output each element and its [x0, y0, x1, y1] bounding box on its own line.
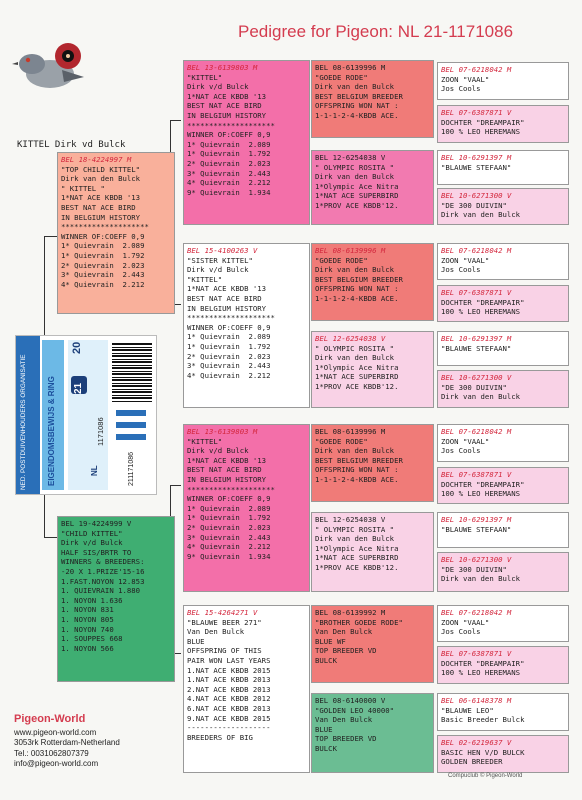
pigeon-detail-line: 1.FAST.NOYON 12.853: [61, 576, 145, 586]
pigeon-detail-line: 4* Quievrain 2.212: [187, 370, 271, 380]
pigeon-detail-line: 2* Quievrain 2.023: [187, 351, 271, 361]
pigeon-detail-line: "TOP CHILD KITTEL": [61, 164, 141, 174]
pigeon-card-gen4: [437, 285, 569, 322]
pigeon-detail-line: "DE 300 DUIVIN": [441, 564, 507, 574]
pigeon-detail-line: BEST BELGIUM BREEDER: [315, 455, 403, 465]
pigeon-detail-line: 1. NOYON 805: [61, 614, 114, 624]
pigeon-detail-line: Dirk van den Bulck: [315, 534, 395, 544]
ring-number: BEL 19-4224999 V: [61, 519, 132, 528]
pigeon-card-gen4: [437, 243, 569, 280]
pigeon-card-sire: [57, 152, 175, 314]
pigeon-details: [187, 73, 306, 198]
pigeon-detail-line: " OLYMPIC ROSITA ": [315, 162, 395, 172]
pigeon-card-dam-dam: [183, 605, 310, 773]
pigeon-details: [61, 165, 171, 290]
ring-number: BEL 10-6271300 V: [441, 555, 512, 564]
pigeon-card-gen4: [437, 646, 569, 684]
pigeon-detail-line: IN BELGIUM HISTORY: [187, 303, 267, 313]
footer-website[interactable]: www.pigeon-world.com: [14, 727, 97, 737]
pigeon-detail-line: BEST NAT ACE BIRD: [187, 293, 262, 303]
pigeon-detail-line: BEST BELGIUM BREEDER: [315, 274, 403, 284]
pigeon-details: [441, 118, 565, 137]
pigeon-detail-line: BREEDERS OF BIG: [187, 732, 253, 742]
pigeon-card-gen4: [437, 62, 569, 100]
pigeon-detail-line: 100 % LEO HEREMANS: [441, 127, 521, 137]
pigeon-details: [441, 480, 565, 499]
pigeon-detail-line: TOP BREEDER VD: [315, 734, 377, 744]
pigeon-detail-line: "BLAUWE LEO": [441, 705, 494, 715]
pigeon-detail-line: HALF SIS/BRTR TO: [61, 547, 132, 557]
pigeon-detail-line: "GOEDE RODE": [315, 72, 368, 82]
ring-number: BEL 07-6387871 V: [441, 288, 512, 297]
pigeon-details: [441, 163, 565, 173]
pigeon-details: [441, 298, 565, 317]
pigeon-detail-line: 9* Quievrain 1.934: [187, 187, 271, 197]
pigeon-detail-line: 1-1-1-2-4-KBDB ACE.: [315, 474, 399, 484]
pigeon-detail-line: TOP BREEDER VD: [315, 646, 377, 656]
pigeon-detail-line: 1*NAT ACE SUPERBIRD: [315, 372, 399, 382]
owner-line: KITTEL Dirk vd Bulck: [17, 140, 126, 150]
pigeon-detail-line: 1* Quievrain 1.792: [187, 513, 271, 523]
pigeon-card-gen4: [437, 370, 569, 408]
ring-certificate-card: [15, 335, 157, 495]
ring-number: BEL 08-6139996 M: [315, 63, 386, 72]
pigeon-detail-line: 1* Quievrain 1.792: [61, 250, 145, 260]
pigeon-detail-line: 1. NOYON 740: [61, 624, 114, 634]
pigeon-detail-line: 1*NAT ACE KBDB '13: [187, 284, 267, 294]
pigeon-detail-line: Dirk van den Bulck: [61, 174, 141, 184]
pigeon-detail-line: Dirk van den Bulck: [441, 392, 521, 402]
pigeon-details: [441, 618, 565, 637]
pigeon-detail-line: Dirk v/d Bulck: [187, 82, 249, 92]
pigeon-details: [441, 201, 565, 220]
pigeon-detail-line: WINNER OF:COEFF 0,9: [187, 494, 271, 504]
pigeon-card-sire-sire: [183, 60, 310, 225]
pigeon-details: [315, 618, 430, 666]
pigeon-detail-line: 4* Quievrain 2.212: [187, 542, 271, 552]
pigeon-detail-line: DOCHTER "DREAMPAIR": [441, 658, 525, 668]
footer-address: 3053rk Rotterdam-Netherland: [14, 738, 120, 747]
ring-number: BEL 18-4224997 M: [61, 155, 132, 164]
pigeon-detail-line: BEST NAT ACE BIRD: [187, 465, 262, 475]
pigeon-detail-line: "KITTEL": [187, 436, 223, 446]
pigeon-detail-line: BULCK: [315, 655, 337, 665]
pigeon-detail-line: OFFSPRING WON NAT :: [315, 101, 399, 111]
pigeon-details: [315, 163, 430, 211]
pigeon-detail-line: Dirk van den Bulck: [441, 574, 521, 584]
pigeon-detail-line: OFFSPRING OF THIS: [187, 646, 262, 656]
pigeon-detail-line: 1* Quievrain 2.089: [187, 503, 271, 513]
pigeon-detail-line: DOCHTER "DREAMPAIR": [441, 479, 525, 489]
pigeon-detail-line: WINNERS & BREEDERS:: [61, 557, 145, 567]
pigeon-detail-line: BLUE WF: [315, 636, 346, 646]
pigeon-detail-line: 1* Quievrain 2.089: [61, 241, 145, 251]
pigeon-card-sire-dam: [183, 243, 310, 408]
pigeon-detail-line: BEST NAT ACE BIRD: [61, 202, 136, 212]
pigeon-card-gen3: [311, 424, 434, 502]
pigeon-details: [315, 344, 430, 392]
pigeon-card-gen4: [437, 605, 569, 642]
pigeon-detail-line: 3* Quievrain 2.443: [187, 168, 271, 178]
ring-number: BEL 13-6139803 M: [187, 63, 258, 72]
pigeon-detail-line: 100 % LEO HEREMANS: [441, 307, 521, 317]
ring-number: BEL 10-6291397 M: [441, 334, 512, 343]
pigeon-detail-line: 1.NAT ACE KBDB 2013: [187, 675, 271, 685]
pigeon-detail-line: "CHILD KITTEL": [61, 528, 123, 538]
pigeon-detail-line: "BLAUWE STEFAAN": [441, 343, 512, 353]
pigeon-detail-line: 1. QUIEVRAIN 1.880: [61, 586, 141, 596]
pigeon-detail-line: IN BELGIUM HISTORY: [187, 110, 267, 120]
pigeon-detail-line: " OLYMPIC ROSITA ": [315, 343, 395, 353]
pigeon-detail-line: OFFSPRING WON NAT :: [315, 465, 399, 475]
footer-brand: Pigeon-World: [14, 713, 86, 725]
pigeon-detail-line: 3* Quievrain 2.443: [187, 361, 271, 371]
pigeon-details: [441, 748, 565, 767]
ring-number: BEL 02-6219637 V: [441, 738, 512, 747]
pigeon-detail-line: OFFSPRING WON NAT :: [315, 284, 399, 294]
pigeon-detail-line: WINNER OF:COEFF 0,9: [187, 322, 271, 332]
ring-year-right: 21: [73, 382, 84, 394]
pigeon-detail-line: Jos Cools: [441, 265, 481, 275]
ring-number: BEL 13-6139803 M: [187, 427, 258, 436]
pigeon-card-gen4: [437, 150, 569, 185]
pigeon-details: [441, 75, 565, 94]
pigeon-detail-line: DOCHTER "DREAMPAIR": [441, 117, 525, 127]
pigeon-detail-line: Dirk van den Bulck: [315, 446, 395, 456]
pigeon-detail-line: 1* Quievrain 1.792: [187, 341, 271, 351]
pigeon-detail-line: GOLDEN BREEDER: [441, 757, 503, 767]
pigeon-details: [441, 256, 565, 275]
pigeon-details: [187, 618, 306, 743]
ring-number: BEL 15-4100263 V: [187, 246, 258, 255]
pigeon-detail-line: 1. NOYON 1.636: [61, 595, 123, 605]
pigeon-details: [315, 437, 430, 485]
pigeon-card-gen4: [437, 188, 569, 225]
pigeon-detail-line: Jos Cools: [441, 627, 481, 637]
pigeon-card-gen4: [437, 693, 569, 731]
pigeon-detail-line: 1*NAT ACE SUPERBIRD: [315, 553, 399, 563]
pigeon-detail-line: 1. NOYON 566: [61, 643, 114, 653]
pigeon-card-dam-sire: [183, 424, 310, 592]
separator-line: -------------------: [187, 723, 271, 733]
pigeon-details: [441, 706, 565, 725]
pigeon-detail-line: Jos Cools: [441, 84, 481, 94]
pigeon-card-gen3: [311, 243, 434, 321]
separator-line: ********************: [187, 120, 275, 130]
pigeon-detail-line: Dirk van den Bulck: [441, 210, 521, 220]
ring-number: BEL 12-6254038 V: [315, 153, 386, 162]
ring-number: BEL 08-6139996 M: [315, 427, 386, 436]
pigeon-detail-line: "BLAUWE STEFAAN": [441, 162, 512, 172]
pigeon-detail-line: 2* Quievrain 2.023: [187, 158, 271, 168]
pigeon-detail-line: 4.NAT ACE KBDB 2012: [187, 694, 271, 704]
pigeon-detail-line: 2* Quievrain 2.023: [187, 522, 271, 532]
pigeon-detail-line: "GOLDEN LEO 40000": [315, 705, 395, 715]
footer-phone: Tel.: 0031062807379: [14, 748, 89, 758]
pigeon-detail-line: Van Den Bulck: [187, 627, 245, 637]
pigeon-detail-line: 1. NOYON 831: [61, 605, 114, 615]
pigeon-detail-line: Van Den Bulck: [315, 627, 373, 637]
pigeon-card-gen3: [311, 512, 434, 592]
ring-number: BEL 07-6218042 M: [441, 427, 512, 436]
ring-number: BEL 08-6139992 M: [315, 608, 386, 617]
ring-barcode-number: 211171086: [128, 452, 135, 486]
pigeon-detail-line: 1*Olympic Ace Nitra: [315, 543, 399, 553]
ring-number: BEL 10-6291397 M: [441, 153, 512, 162]
pigeon-card-gen3: [311, 605, 434, 683]
pigeon-detail-line: 4* Quievrain 2.212: [187, 178, 271, 188]
pigeon-detail-line: BULCK: [315, 743, 337, 753]
pigeon-detail-line: "SISTER KITTEL": [187, 255, 253, 265]
separator-line: ********************: [187, 313, 275, 323]
ring-number: BEL 07-6218042 M: [441, 65, 512, 74]
pigeon-details: [61, 529, 171, 654]
ring-year-left: 20: [71, 341, 83, 354]
pigeon-detail-line: "DE 300 DUIVIN": [441, 200, 507, 210]
pigeon-detail-line: 1-1-1-2-4-KBDB ACE.: [315, 110, 399, 120]
pigeon-detail-line: 1*NAT ACE SUPERBIRD: [315, 191, 399, 201]
pigeon-detail-line: -20 X 1.PRIZE'15-16: [61, 566, 145, 576]
pigeon-detail-line: 1.NAT ACE KBDB 2015: [187, 665, 271, 675]
pigeon-detail-line: 1* Quievrain 1.792: [187, 149, 271, 159]
pigeon-detail-line: 100 % LEO HEREMANS: [441, 489, 521, 499]
separator-line: ********************: [187, 484, 275, 494]
pigeon-card-gen4: [437, 424, 569, 462]
pigeon-detail-line: WINNER OF:COEFF 0,9: [187, 130, 271, 140]
pigeon-detail-line: "BROTHER GOEDE RODE": [315, 617, 403, 627]
pigeon-detail-line: 9.NAT ACE KBDB 2015: [187, 713, 271, 723]
pigeon-logo: [10, 30, 85, 105]
ring-number: BEL 07-6387871 V: [441, 649, 512, 658]
pigeon-card-gen3: [311, 150, 434, 225]
pigeon-detail-line: 1. SOUPPES 668: [61, 634, 123, 644]
ring-number: BEL 07-6218042 M: [441, 608, 512, 617]
barcode-graphic: [112, 342, 152, 402]
pigeon-detail-line: Dirk van den Bulck: [315, 82, 395, 92]
ring-number: BEL 10-6271300 V: [441, 191, 512, 200]
pigeon-details: [441, 525, 565, 535]
ring-number: BEL 08-6139996 M: [315, 246, 386, 255]
ring-country: NL: [90, 465, 99, 476]
pigeon-details: [187, 256, 306, 381]
pigeon-detail-line: 1*PROV ACE KBDB'12.: [315, 562, 399, 572]
pigeon-detail-line: " KITTEL ": [61, 183, 105, 193]
pigeon-detail-line: IN BELGIUM HISTORY: [187, 474, 267, 484]
ring-number: BEL 07-6387871 V: [441, 470, 512, 479]
pigeon-detail-line: BEST NAT ACE BIRD: [187, 101, 262, 111]
pigeon-card-dam: [57, 516, 175, 682]
ring-number: BEL 12-6254038 V: [315, 334, 386, 343]
pigeon-details: [315, 525, 430, 573]
pigeon-detail-line: 1-1-1-2-4-KBDB ACE.: [315, 293, 399, 303]
pigeon-details: [315, 706, 430, 754]
pigeon-detail-line: Jos Cools: [441, 446, 481, 456]
ring-org-name: NED. POSTDUIVENHOUDERS ORGANISATIE: [20, 354, 27, 490]
pigeon-detail-line: 1*PROV ACE KBDB'12.: [315, 200, 399, 210]
ring-number: BEL 10-6271300 V: [441, 373, 512, 382]
pigeon-detail-line: Van Den Bulck: [315, 715, 373, 725]
pigeon-card-gen3: [311, 693, 434, 773]
pigeon-details: [441, 659, 565, 678]
pigeon-card-gen3: [311, 60, 434, 138]
pigeon-detail-line: 1*NAT ACE KBDB '13: [187, 91, 267, 101]
pigeon-card-gen4: [437, 512, 569, 548]
pigeon-card-gen4: [437, 467, 569, 504]
pigeon-detail-line: 3* Quievrain 2.443: [187, 532, 271, 542]
ring-number: BEL 12-6254038 V: [315, 515, 386, 524]
copyright-text: Compuclub © Pigeon-World: [448, 773, 523, 779]
pigeon-detail-line: "DE 300 DUIVIN": [441, 382, 507, 392]
pigeon-detail-line: "GOEDE RODE": [315, 255, 368, 265]
pigeon-detail-line: 1*Olympic Ace Nitra: [315, 362, 399, 372]
pigeon-detail-line: 100 % LEO HEREMANS: [441, 668, 521, 678]
pigeon-details: [441, 437, 565, 456]
pigeon-details: [441, 344, 565, 354]
pigeon-detail-line: IN BELGIUM HISTORY: [61, 212, 141, 222]
pigeon-card-gen4: [437, 735, 569, 773]
pigeon-card-gen3: [311, 331, 434, 408]
page-title: Pedigree for Pigeon: NL 21-1171086: [238, 22, 514, 41]
pigeon-detail-line: "BLAUWE STEFAAN": [441, 524, 512, 534]
pigeon-detail-line: 1*NAT ACE KBDB '13: [61, 193, 141, 203]
pigeon-detail-line: 2.NAT ACE KBDB 2013: [187, 684, 271, 694]
pigeon-detail-line: 1* Quievrain 2.089: [187, 139, 271, 149]
pigeon-detail-line: "KITTEL": [187, 72, 223, 82]
ring-number: BEL 07-6218042 M: [441, 246, 512, 255]
pigeon-details: [187, 437, 306, 562]
pigeon-detail-line: BLUE: [187, 636, 205, 646]
pigeon-card-gen4: [437, 105, 569, 143]
pigeon-detail-line: 1*PROV ACE KBDB'12.: [315, 381, 399, 391]
pigeon-detail-line: 4* Quievrain 2.212: [61, 279, 145, 289]
ring-number: BEL 07-6387871 V: [441, 108, 512, 117]
pigeon-detail-line: "KITTEL": [187, 274, 223, 284]
pigeon-detail-line: 9* Quievrain 1.934: [187, 551, 271, 561]
pigeon-detail-line: Dirk van den Bulck: [315, 172, 395, 182]
pigeon-detail-line: ZOON "VAAL": [441, 617, 490, 627]
pigeon-details: [441, 565, 565, 584]
pigeon-detail-line: Dirk v/d Bulck: [187, 446, 249, 456]
pigeon-details: [315, 256, 430, 304]
pigeon-detail-line: PAIR WON LAST YEARS: [187, 655, 271, 665]
footer-email[interactable]: info@pigeon-world.com: [14, 759, 99, 768]
pigeon-detail-line: WINNER OF:COEFF 0,9: [61, 231, 145, 241]
pigeon-detail-line: Dirk v/d Bulck: [61, 538, 123, 548]
pigeon-detail-line: Basic Breeder Bulck: [441, 715, 525, 725]
pigeon-detail-line: BEST BELGIUM BREEDER: [315, 91, 403, 101]
pigeon-detail-line: 1*NAT ACE KBDB '13: [187, 455, 267, 465]
ring-number: BEL 06-6148378 M: [441, 696, 512, 705]
pigeon-detail-line: 1*Olympic Ace Nitra: [315, 181, 399, 191]
pigeon-detail-line: BASIC HEN V/D BULCK: [441, 747, 525, 757]
pigeon-details: [315, 73, 430, 121]
pigeon-card-gen4: [437, 552, 569, 592]
ring-number-print: 1171086: [96, 417, 105, 446]
ring-number: BEL 08-6140000 V: [315, 696, 386, 705]
ring-number: BEL 15-4264271 V: [187, 608, 258, 617]
pigeon-detail-line: "GOEDE RODE": [315, 436, 368, 446]
pigeon-detail-line: Dirk v/d Bulck: [187, 265, 249, 275]
pigeon-detail-line: 3* Quievrain 2.443: [61, 270, 145, 280]
pigeon-detail-line: BLUE: [315, 724, 333, 734]
pigeon-details: [441, 383, 565, 402]
pigeon-detail-line: 2* Quievrain 2.023: [61, 260, 145, 270]
pigeon-detail-line: "BLAUWE BEER 271": [187, 617, 262, 627]
ring-number: BEL 10-6291397 M: [441, 515, 512, 524]
pigeon-card-gen4: [437, 331, 569, 366]
pigeon-detail-line: 6.NAT ACE KBDB 2013: [187, 703, 271, 713]
pigeon-detail-line: DOCHTER "DREAMPAIR": [441, 297, 525, 307]
pigeon-detail-line: Dirk van den Bulck: [315, 353, 395, 363]
pigeon-detail-line: ZOON "VAAL": [441, 436, 490, 446]
pigeon-detail-line: ZOON "VAAL": [441, 255, 490, 265]
separator-line: ********************: [61, 222, 149, 232]
pigeon-detail-line: " OLYMPIC ROSITA ": [315, 524, 395, 534]
pigeon-detail-line: ZOON "VAAL": [441, 74, 490, 84]
pigeon-detail-line: Dirk van den Bulck: [315, 265, 395, 275]
footer-contact: [14, 714, 120, 770]
pigeon-detail-line: 1* Quievrain 2.089: [187, 332, 271, 342]
ring-card-title: EIGENDOMSBEWIJS & RING: [47, 376, 56, 486]
